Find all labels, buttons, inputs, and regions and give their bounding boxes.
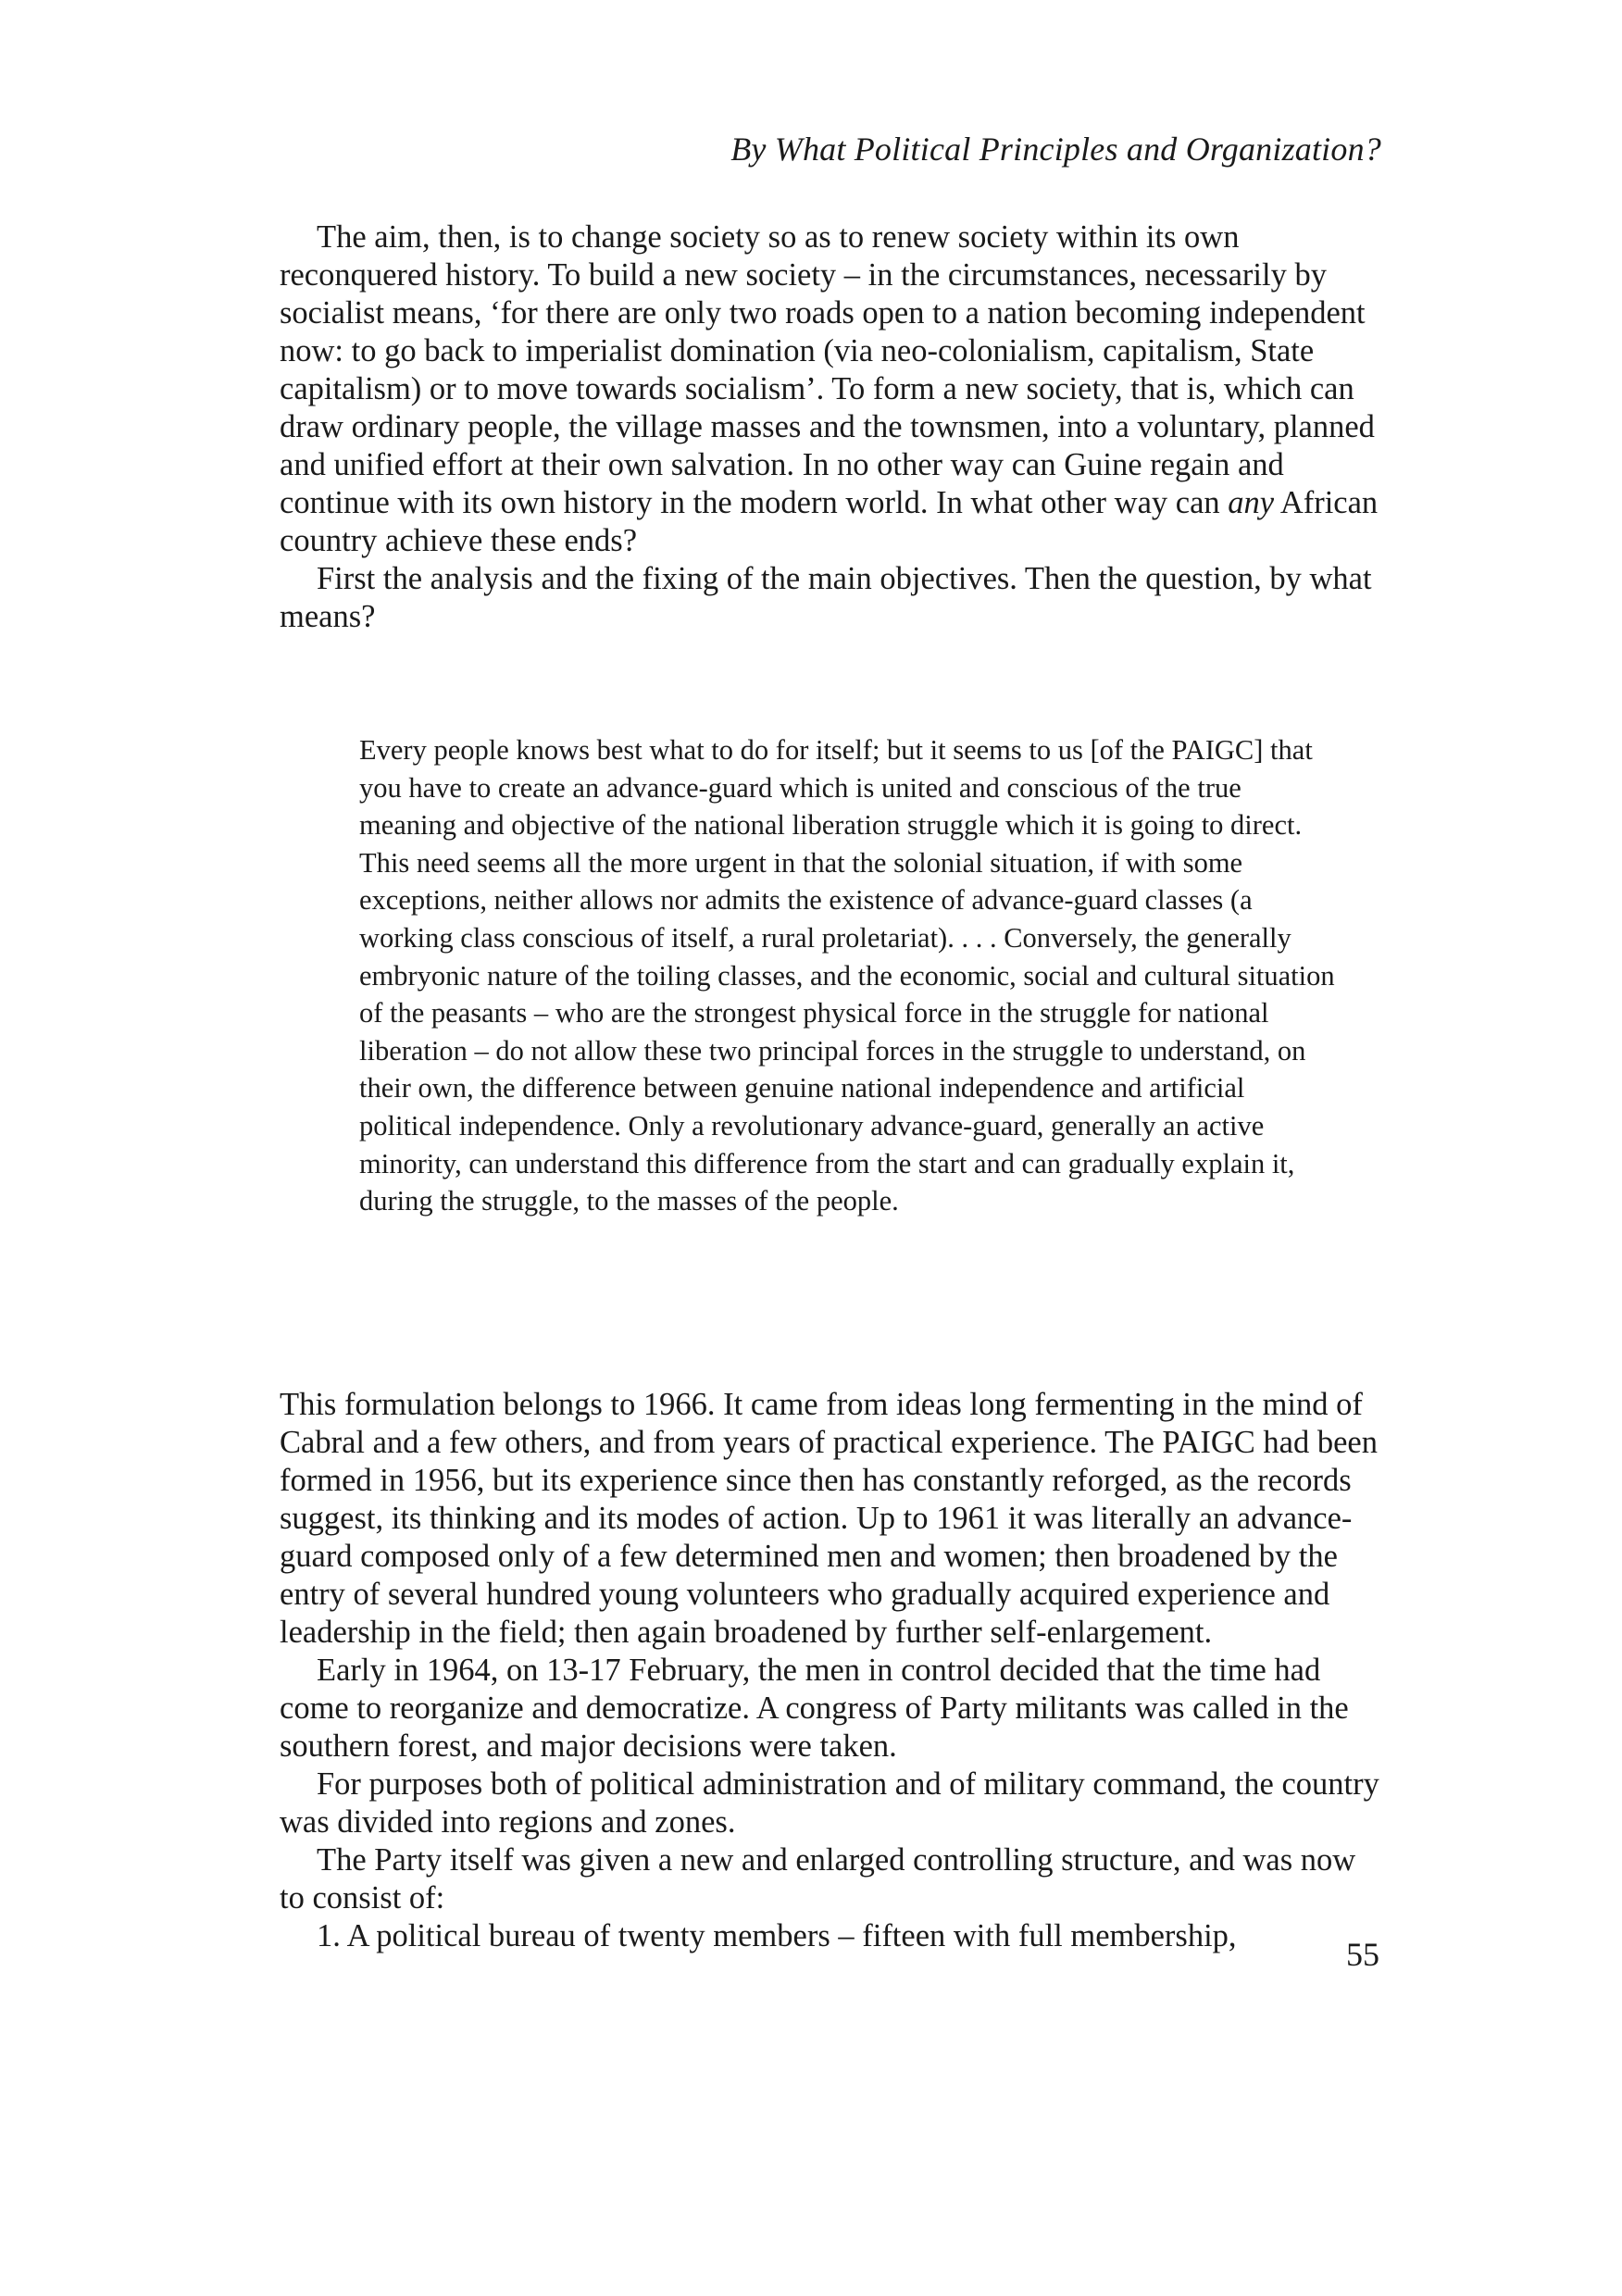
- paragraph: First the analysis and the fixing of the main objectives. Then the question, by what means?: [280, 561, 1372, 634]
- paragraph: 1. A political bureau of twenty members – fifteen with full membership,: [317, 1918, 1237, 1953]
- paragraph: For purposes both of political administration and of military command, the country was divided into regions and zones.: [280, 1766, 1379, 1840]
- paragraph: The Party itself was given a new and enlarged controlling structure, and was now to consist of:: [280, 1842, 1356, 1915]
- paragraph: [280, 218, 1381, 560]
- block-quote: [359, 731, 1341, 1220]
- paragraph-text: The aim, then, is to change society so as to renew society within its own reconquered history. To build a new society – in the circumstances, necessarily by socialist means, ‘for there are only two roads open to a nation becoming independent now: to go back to imperialist domination (via neo-colonialism, capitalism, State capitalism) or to move towards socialism’. To form a new society, that is, which can draw ordinary people, the village masses and the townsmen, into a voluntary, planned and unified effort at their own salvation. In no other way can Guine regain and continue with its own history in the modern world. In what other way can: [280, 219, 1375, 520]
- paragraph: This formulation belongs to 1966. It came from ideas long fermenting in the mind of Cabral and a few others, and from years of practical experience. The PAIGC had been formed in 1956, but its experience since then has constantly reforged, as the records suggest, its thinking and its modes of action. Up to 1961 it was literally an advance-guard composed only of a few determined men and women; then broadened by the entry of several hundred young volunteers who gradually acquired experience and leadership in the field; then again broadened by further self-enlargement.: [280, 1387, 1378, 1650]
- body-section-1: [280, 218, 1381, 636]
- running-head: By What Political Principles and Organization?: [730, 131, 1381, 168]
- block-quote-text: Every people knows best what to do for itself; but it seems to us [of the PAIGC] that you have to create an advance-guard which is united and conscious of the true meaning and objective of the national liberation struggle which it is going to direct. This need seems all the more urgent in that the solonial situation, if with some exceptions, neither allows nor admits the existence of advance-guard classes (a working class conscious of itself, a rural proletariat). . . . Conversely, the generally embryonic nature of the toiling classes, and the economic, social and cultural situation of the peasants – who are the strongest physical force in the struggle for national liberation – do not allow these two principal forces in the struggle to understand, on their own, the difference between genuine national independence and artificial political independence. Only a revolutionary advance-guard, generally an active minority, can understand this difference from the start and can gradually explain it, during the struggle, to the masses of the people.: [359, 734, 1335, 1217]
- page-number: 55: [1346, 1936, 1379, 1973]
- paragraph: Early in 1964, on 13-17 February, the men in control decided that the time had come to reorganize and democratize. A congress of Party militants was called in the southern forest, and major decisions were taken.: [280, 1653, 1349, 1764]
- emphasis-text: any: [1228, 485, 1275, 520]
- paragraph-text: African country achieve these ends?: [280, 485, 1379, 558]
- body-section-2: [280, 1386, 1381, 1955]
